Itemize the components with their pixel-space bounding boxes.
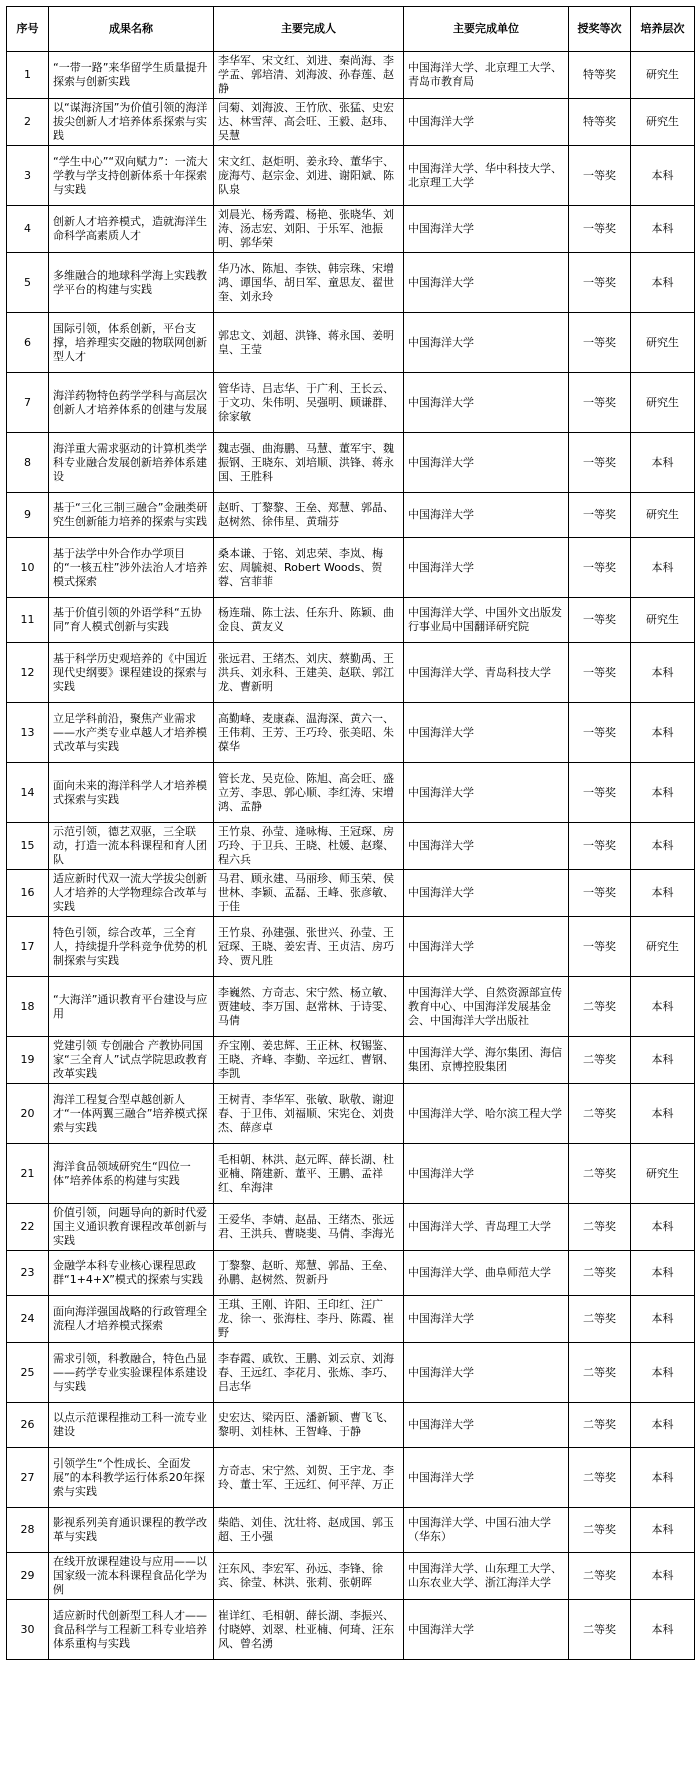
main-contributors: 崔详红、毛相朝、薛长湖、李振兴、付晓婷、刘翠、杜亚楠、何琦、汪东风、曾名湧 [214, 1600, 404, 1660]
completing-unit: 中国海洋大学、山东理工大学、山东农业大学、浙江海洋大学 [404, 1553, 569, 1600]
achievement-name: 海洋工程复合型卓越创新人才“一体两翼三融合”培养模式探索与实践 [49, 1084, 214, 1144]
training-level: 研究生 [631, 598, 695, 643]
training-level: 研究生 [631, 52, 695, 99]
table-row [7, 206, 695, 253]
main-contributors: 管长龙、吴克俭、陈旭、高会旺、盛立芳、李思、郭心顺、李红涛、宋增鸿、孟静 [214, 763, 404, 823]
table-row [7, 253, 695, 313]
completing-unit: 中国海洋大学 [404, 917, 569, 977]
main-contributors: 方奇志、宋宁然、刘贺、王宇龙、李玲、董士军、王远红、何平萍、万正 [214, 1448, 404, 1508]
main-contributors: 魏志强、曲海鹏、马慧、董军宇、魏振钢、王晓东、刘培顺、洪锋、蒋永国、王胜科 [214, 433, 404, 493]
completing-unit: 中国海洋大学 [404, 763, 569, 823]
table-row [7, 977, 695, 1037]
completing-unit: 中国海洋大学 [404, 373, 569, 433]
table-row [7, 917, 695, 977]
award-level: 一等奖 [569, 870, 631, 917]
completing-unit: 中国海洋大学、中国外文出版发行事业局中国翻译研究院 [404, 598, 569, 643]
achievement-name: “学生中心”“双向赋力”：一流大学教与学支持创新体系十年探索与实践 [49, 146, 214, 206]
completing-unit: 中国海洋大学 [404, 703, 569, 763]
award-level: 一等奖 [569, 703, 631, 763]
main-contributors: 毛相朝、林洪、赵元晖、薛长湖、杜亚楠、隋建新、董平、王鹏、孟祥红、牟海津 [214, 1144, 404, 1204]
achievement-name: 引领学生“个性成长、全面发展”的本科教学运行体系20年探索与实践 [49, 1448, 214, 1508]
table-row [7, 1037, 695, 1084]
award-level: 一等奖 [569, 763, 631, 823]
award-level: 二等奖 [569, 1343, 631, 1403]
main-contributors: 王竹泉、孙建强、张世兴、孙莹、王冠琛、王晓、姜宏青、王贞洁、房巧玲、贾凡胜 [214, 917, 404, 977]
row-number: 24 [7, 1296, 49, 1343]
training-level: 本科 [631, 643, 695, 703]
completing-unit: 中国海洋大学、青岛科技大学 [404, 643, 569, 703]
row-number: 8 [7, 433, 49, 493]
award-level: 二等奖 [569, 1144, 631, 1204]
completing-unit: 中国海洋大学 [404, 433, 569, 493]
row-number: 9 [7, 493, 49, 538]
award-level: 一等奖 [569, 538, 631, 598]
completing-unit: 中国海洋大学 [404, 1296, 569, 1343]
award-level: 一等奖 [569, 313, 631, 373]
achievement-name: 面向海洋强国战略的行政管理全流程人才培养模式探索 [49, 1296, 214, 1343]
main-contributors: 马君、顾永建、马丽珍、师玉荣、侯世林、李颖、孟磊、王峰、张彦敏、于佳 [214, 870, 404, 917]
awards-table [6, 6, 695, 1660]
award-level: 二等奖 [569, 1448, 631, 1508]
award-level: 二等奖 [569, 1508, 631, 1553]
award-level: 一等奖 [569, 643, 631, 703]
achievement-name: 海洋药物特色药学学科与高层次创新人才培养体系的创建与发展 [49, 373, 214, 433]
achievement-name: “大海洋”通识教育平台建设与应用 [49, 977, 214, 1037]
completing-unit: 中国海洋大学 [404, 1343, 569, 1403]
main-contributors: 宋文红、赵炬明、姜永玲、董华宇、庞海芍、赵宗金、刘进、谢阳斌、陈队泉 [214, 146, 404, 206]
row-number: 25 [7, 1343, 49, 1403]
row-number: 2 [7, 99, 49, 146]
completing-unit: 中国海洋大学 [404, 1448, 569, 1508]
achievement-name: 多维融合的地球科学海上实践教学平台的构建与实践 [49, 253, 214, 313]
completing-unit: 中国海洋大学、中国石油大学（华东） [404, 1508, 569, 1553]
row-number: 30 [7, 1600, 49, 1660]
main-contributors: 李春霞、戚钦、王鹏、刘云京、刘海春、王远红、李花月、张炼、李巧、吕志华 [214, 1343, 404, 1403]
row-number: 19 [7, 1037, 49, 1084]
completing-unit: 中国海洋大学、华中科技大学、北京理工大学 [404, 146, 569, 206]
training-level: 本科 [631, 1296, 695, 1343]
main-contributors: 王树青、李华军、张敏、耿敬、谢迎春、于卫伟、刘福顺、宋宪仓、刘贵杰、薛彦卓 [214, 1084, 404, 1144]
training-level: 本科 [631, 870, 695, 917]
main-contributors: 高勤峰、麦康森、温海深、黄六一、王伟莉、王芳、王巧玲、张美昭、朱葆华 [214, 703, 404, 763]
training-level: 本科 [631, 253, 695, 313]
completing-unit: 中国海洋大学、北京理工大学、青岛市教育局 [404, 52, 569, 99]
award-level: 二等奖 [569, 1553, 631, 1600]
table-row [7, 870, 695, 917]
main-contributors: 柴皓、刘佳、沈壮将、赵成国、郭玉超、王小强 [214, 1508, 404, 1553]
achievement-name: 特色引领，综合改革，三全育人，持续提升学科竞争优势的机制探索与实践 [49, 917, 214, 977]
training-level: 本科 [631, 1084, 695, 1144]
achievement-name: 示范引领，德艺双驱，三全联动，打造一流本科课程和育人团队 [49, 823, 214, 870]
award-level: 二等奖 [569, 1037, 631, 1084]
training-level: 本科 [631, 1343, 695, 1403]
row-number: 12 [7, 643, 49, 703]
row-number: 15 [7, 823, 49, 870]
achievement-name: 适应新时代创新型工科人才——食品科学与工程新工科专业培养体系重构与实践 [49, 1600, 214, 1660]
row-number: 17 [7, 917, 49, 977]
table-row [7, 643, 695, 703]
achievement-name: 海洋重大需求驱动的计算机类学科专业融合发展创新培养体系建设 [49, 433, 214, 493]
completing-unit: 中国海洋大学 [404, 493, 569, 538]
achievement-name: 基于法学中外合作办学项目的“一核五柱”涉外法治人才培养模式探索 [49, 538, 214, 598]
award-level: 一等奖 [569, 433, 631, 493]
training-level: 本科 [631, 1204, 695, 1251]
table-row [7, 52, 695, 99]
training-level: 本科 [631, 823, 695, 870]
achievement-name: 影视系列美育通识课程的教学改革与实践 [49, 1508, 214, 1553]
award-level: 一等奖 [569, 598, 631, 643]
main-contributors: 华乃冰、陈旭、李铁、韩宗珠、宋增鸿、谭国华、胡日军、童思友、翟世奎、刘永玲 [214, 253, 404, 313]
achievement-name: 面向未来的海洋科学人才培养模式探索与实践 [49, 763, 214, 823]
row-number: 6 [7, 313, 49, 373]
completing-unit: 中国海洋大学 [404, 1403, 569, 1448]
table-row [7, 1144, 695, 1204]
award-level: 二等奖 [569, 1403, 631, 1448]
main-contributors: 刘晨光、杨秀霞、杨艳、张晓华、刘涛、汤志宏、刘阳、于乐军、池振明、郭华荣 [214, 206, 404, 253]
achievement-name: 适应新时代双一流大学拔尖创新人才培养的大学物理综合改革与实践 [49, 870, 214, 917]
table-row [7, 1403, 695, 1448]
main-contributors: 张远君、王绪杰、刘庆、蔡勤禹、王洪兵、刘永科、王建美、赵联、郭江龙、曹新明 [214, 643, 404, 703]
training-level: 研究生 [631, 1144, 695, 1204]
table-row [7, 1084, 695, 1144]
award-level: 二等奖 [569, 1251, 631, 1296]
main-contributors: 杨连瑞、陈士法、任东升、陈颖、曲金良、黄友义 [214, 598, 404, 643]
row-number: 5 [7, 253, 49, 313]
row-number: 21 [7, 1144, 49, 1204]
achievement-name: 国际引领，体系创新，平台支撑，培养理实交融的物联网创新型人才 [49, 313, 214, 373]
completing-unit: 中国海洋大学、海尔集团、海信集团、京博控股集团 [404, 1037, 569, 1084]
completing-unit: 中国海洋大学 [404, 99, 569, 146]
main-contributors: 李巍然、方奇志、宋宁然、杨立敏、贾建岐、李万国、赵常林、于诗雯、马倩 [214, 977, 404, 1037]
achievement-name: 立足学科前沿，聚焦产业需求——水产类专业卓越人才培养模式改革与实践 [49, 703, 214, 763]
row-number: 20 [7, 1084, 49, 1144]
row-number: 7 [7, 373, 49, 433]
completing-unit: 中国海洋大学 [404, 870, 569, 917]
main-contributors: 李华军、宋文红、刘进、秦尚海、李学孟、郭培清、刘海波、孙春莲、赵静 [214, 52, 404, 99]
table-row [7, 1343, 695, 1403]
achievement-name: 创新人才培养模式，造就海洋生命科学高素质人才 [49, 206, 214, 253]
achievement-name: 基于“三化三制三融合”金融类研究生创新能力培养的探索与实践 [49, 493, 214, 538]
training-level: 研究生 [631, 99, 695, 146]
row-number: 23 [7, 1251, 49, 1296]
award-level: 一等奖 [569, 917, 631, 977]
table-row [7, 1448, 695, 1508]
table-row [7, 99, 695, 146]
award-level: 二等奖 [569, 1204, 631, 1251]
main-contributors: 汪东风、李宏军、孙远、李锋、徐宾、徐莹、林洪、张莉、张朝晖 [214, 1553, 404, 1600]
award-level: 一等奖 [569, 206, 631, 253]
row-number: 14 [7, 763, 49, 823]
row-number: 28 [7, 1508, 49, 1553]
table-row [7, 538, 695, 598]
main-contributors: 史宏达、梁丙臣、潘新颖、曹飞飞、黎明、刘桂林、王智峰、于静 [214, 1403, 404, 1448]
main-contributors: 王竹泉、孙莹、逄咏梅、王冠琛、房巧玲、于卫兵、王晓、杜媛、赵璨、程六兵 [214, 823, 404, 870]
award-level: 二等奖 [569, 1600, 631, 1660]
main-contributors: 郭忠文、刘超、洪锋、蒋永国、姜明皇、王莹 [214, 313, 404, 373]
completing-unit: 中国海洋大学、哈尔滨工程大学 [404, 1084, 569, 1144]
training-level: 本科 [631, 1448, 695, 1508]
achievement-name: 金融学本科专业核心课程思政群“1+4+X”模式的探索与实践 [49, 1251, 214, 1296]
training-level: 本科 [631, 1600, 695, 1660]
award-level: 一等奖 [569, 373, 631, 433]
row-number: 18 [7, 977, 49, 1037]
main-contributors: 王爱华、李婧、赵晶、王绪杰、张远君、王洪兵、曹晓斐、马倩、李海光 [214, 1204, 404, 1251]
completing-unit: 中国海洋大学、自然资源部宣传教育中心、中国海洋发展基金会、中国海洋大学出版社 [404, 977, 569, 1037]
header-name: 成果名称 [49, 7, 214, 52]
table-row [7, 1553, 695, 1600]
main-contributors: 桑本谦、于铭、刘忠荣、李岚、梅宏、周毓昶、Robert Woods、贺蓉、宫菲菲 [214, 538, 404, 598]
completing-unit: 中国海洋大学、曲阜师范大学 [404, 1251, 569, 1296]
completing-unit: 中国海洋大学 [404, 313, 569, 373]
row-number: 16 [7, 870, 49, 917]
table-row [7, 763, 695, 823]
table-row [7, 146, 695, 206]
award-level: 特等奖 [569, 99, 631, 146]
row-number: 13 [7, 703, 49, 763]
table-row [7, 1251, 695, 1296]
header-unit: 主要完成单位 [404, 7, 569, 52]
achievement-name: 基于科学历史观培养的《中国近现代史纲要》课程建设的探索与实践 [49, 643, 214, 703]
award-level: 特等奖 [569, 52, 631, 99]
completing-unit: 中国海洋大学 [404, 823, 569, 870]
training-level: 本科 [631, 538, 695, 598]
training-level: 研究生 [631, 493, 695, 538]
table-row [7, 493, 695, 538]
row-number: 1 [7, 52, 49, 99]
row-number: 3 [7, 146, 49, 206]
training-level: 本科 [631, 1553, 695, 1600]
table-row [7, 1296, 695, 1343]
main-contributors: 管华诗、吕志华、于广利、王长云、于文功、朱伟明、吴强明、顾谦群、徐家敏 [214, 373, 404, 433]
row-number: 11 [7, 598, 49, 643]
award-level: 二等奖 [569, 1296, 631, 1343]
table-header-row [7, 7, 695, 52]
table-row [7, 598, 695, 643]
completing-unit: 中国海洋大学 [404, 206, 569, 253]
row-number: 22 [7, 1204, 49, 1251]
training-level: 本科 [631, 1251, 695, 1296]
header-level: 授奖等次 [569, 7, 631, 52]
completing-unit: 中国海洋大学 [404, 1600, 569, 1660]
training-level: 研究生 [631, 313, 695, 373]
main-contributors: 乔宝刚、姜忠辉、王正林、权锡鉴、王晓、齐峰、李勤、辛远红、曹钢、李凯 [214, 1037, 404, 1084]
table-row [7, 703, 695, 763]
training-level: 本科 [631, 1508, 695, 1553]
training-level: 本科 [631, 977, 695, 1037]
award-level: 一等奖 [569, 493, 631, 538]
main-contributors: 王琪、王刚、许阳、王印红、汪广龙、徐一、张海柱、李丹、陈霞、崔野 [214, 1296, 404, 1343]
table-row [7, 433, 695, 493]
award-level: 二等奖 [569, 1084, 631, 1144]
table-body [7, 52, 695, 1660]
main-contributors: 赵昕、丁黎黎、王垒、郑慧、郭晶、赵树然、徐伟星、黄瑞芬 [214, 493, 404, 538]
row-number: 10 [7, 538, 49, 598]
achievement-name: 以点示范课程推动工科一流专业建设 [49, 1403, 214, 1448]
training-level: 研究生 [631, 373, 695, 433]
completing-unit: 中国海洋大学 [404, 253, 569, 313]
award-level: 二等奖 [569, 977, 631, 1037]
header-people: 主要完成人 [214, 7, 404, 52]
completing-unit: 中国海洋大学、青岛理工大学 [404, 1204, 569, 1251]
training-level: 本科 [631, 146, 695, 206]
achievement-name: 海洋食品领域研究生“四位一体”培养体系的构建与实践 [49, 1144, 214, 1204]
table-row [7, 373, 695, 433]
completing-unit: 中国海洋大学 [404, 538, 569, 598]
table-row [7, 1204, 695, 1251]
row-number: 29 [7, 1553, 49, 1600]
training-level: 本科 [631, 703, 695, 763]
award-level: 一等奖 [569, 253, 631, 313]
achievement-name: 在线开放课程建设与应用——以国家级一流本科课程食品化学为例 [49, 1553, 214, 1600]
main-contributors: 闫菊、刘海波、王竹欣、张猛、史宏达、林雪萍、高会旺、王毅、赵玮、吴慧 [214, 99, 404, 146]
table-row [7, 1600, 695, 1660]
award-level: 一等奖 [569, 146, 631, 206]
training-level: 本科 [631, 763, 695, 823]
achievement-name: 党建引领 专创融合 产教协同国家“三全育人”试点学院思政教育改革实践 [49, 1037, 214, 1084]
achievement-name: 价值引领，问题导向的新时代爱国主义通识教育课程改革创新与实践 [49, 1204, 214, 1251]
achievement-name: “一带一路”来华留学生质量提升探索与创新实践 [49, 52, 214, 99]
row-number: 27 [7, 1448, 49, 1508]
table-row [7, 1508, 695, 1553]
award-level: 一等奖 [569, 823, 631, 870]
row-number: 4 [7, 206, 49, 253]
table-row [7, 823, 695, 870]
training-level: 本科 [631, 433, 695, 493]
completing-unit: 中国海洋大学 [404, 1144, 569, 1204]
header-type: 培养层次 [631, 7, 695, 52]
training-level: 本科 [631, 1037, 695, 1084]
achievement-name: 基于价值引领的外语学科“五协同”育人模式创新与实践 [49, 598, 214, 643]
row-number: 26 [7, 1403, 49, 1448]
main-contributors: 丁黎黎、赵昕、郑慧、郭晶、王垒、孙鹏、赵树然、贺新丹 [214, 1251, 404, 1296]
training-level: 研究生 [631, 917, 695, 977]
header-num: 序号 [7, 7, 49, 52]
table-row [7, 313, 695, 373]
training-level: 本科 [631, 206, 695, 253]
achievement-name: 以“谋海济国”为价值引领的海洋拔尖创新人才培养体系探索与实践 [49, 99, 214, 146]
training-level: 本科 [631, 1403, 695, 1448]
achievement-name: 需求引领，科教融合，特色凸显——药学专业实验课程体系建设与实践 [49, 1343, 214, 1403]
